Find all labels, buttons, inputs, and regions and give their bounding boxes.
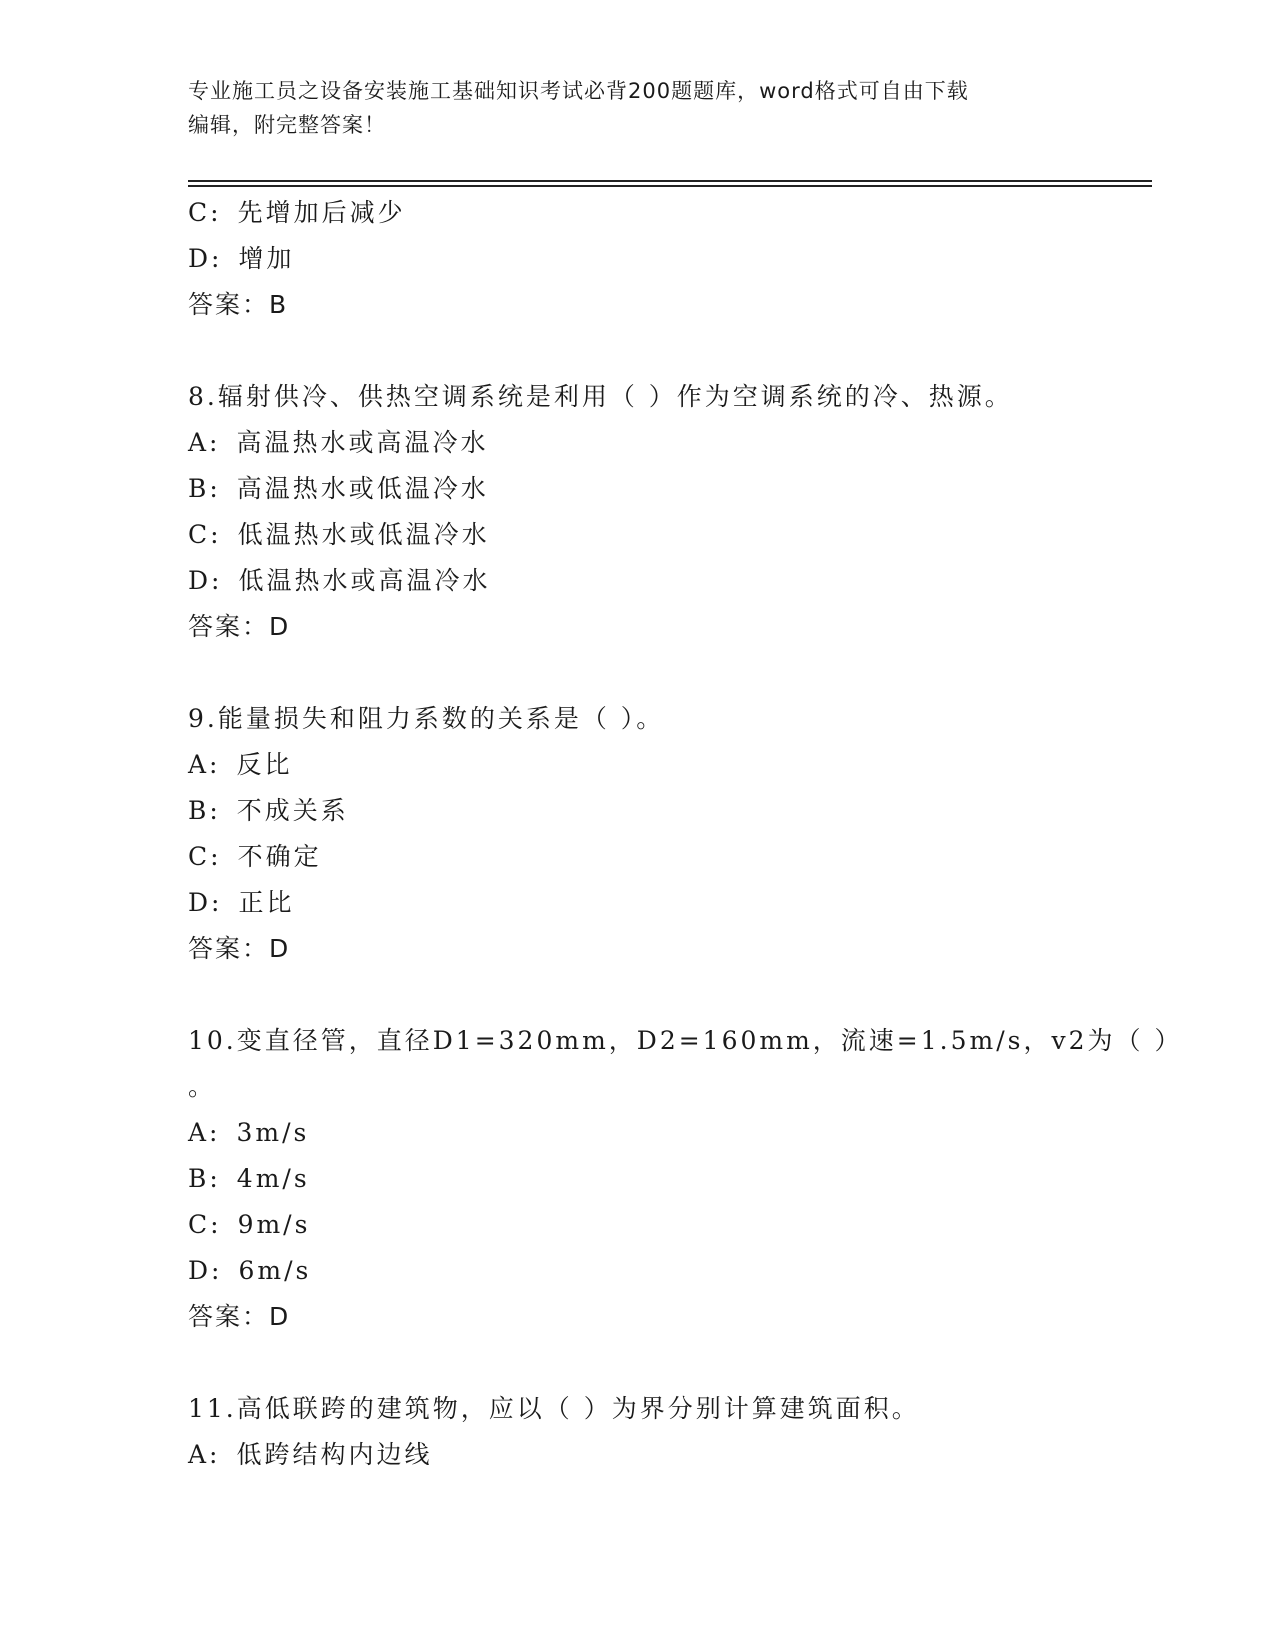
answer-line: 答案：D xyxy=(188,1302,291,1331)
option-d: D: 低温热水或高温冷水 xyxy=(188,566,491,595)
option-a: A: 反比 xyxy=(188,750,293,779)
question-stem: 9.能量损失和阻力系数的关系是（ ）。 xyxy=(188,704,665,733)
option-a: A: 高温热水或高温冷水 xyxy=(188,428,489,457)
option-d: D: 正比 xyxy=(188,888,295,917)
option-b: B: 高温热水或低温冷水 xyxy=(188,474,489,503)
header-title-line2: 编辑，附完整答案！ xyxy=(188,113,386,137)
question-prev xyxy=(188,190,1088,328)
option-b: B: 不成关系 xyxy=(188,796,349,825)
option-c: C: 先增加后减少 xyxy=(188,198,406,227)
answer-line: 答案：D xyxy=(188,934,291,963)
option-c: C: 低温热水或低温冷水 xyxy=(188,520,490,549)
question-list xyxy=(188,190,1183,1478)
question-stem-continuation: 。 xyxy=(188,1072,217,1101)
answer-line: 答案：B xyxy=(188,290,289,319)
header-divider-top xyxy=(188,180,1152,182)
option-b: B: 4m/s xyxy=(188,1164,310,1193)
question-8 xyxy=(188,374,1088,650)
option-c: C: 9m/s xyxy=(188,1210,311,1239)
question-9 xyxy=(188,696,1088,972)
question-10 xyxy=(188,1018,1183,1340)
option-a: A: 低跨结构内边线 xyxy=(188,1440,433,1469)
answer-line: 答案：D xyxy=(188,612,291,641)
header-divider-bottom xyxy=(188,185,1152,187)
option-a: A: 3m/s xyxy=(188,1118,310,1147)
option-d: D: 增加 xyxy=(188,244,295,273)
document-header xyxy=(188,74,1088,142)
option-c: C: 不确定 xyxy=(188,842,322,871)
question-11 xyxy=(188,1386,1088,1478)
option-d: D: 6m/s xyxy=(188,1256,312,1285)
question-stem: 11.高低联跨的建筑物，应以（ ）为界分别计算建筑面积。 xyxy=(188,1394,920,1423)
question-stem: 8.辐射供冷、供热空调系统是利用（ ）作为空调系统的冷、热源。 xyxy=(188,382,1013,411)
header-title-line1: 专业施工员之设备安装施工基础知识考试必背200题题库，word格式可自由下载 xyxy=(188,79,969,103)
question-stem: 10.变直径管，直径D1=320mm，D2=160mm，流速=1.5m/s，v2为（ ） xyxy=(188,1026,1183,1055)
